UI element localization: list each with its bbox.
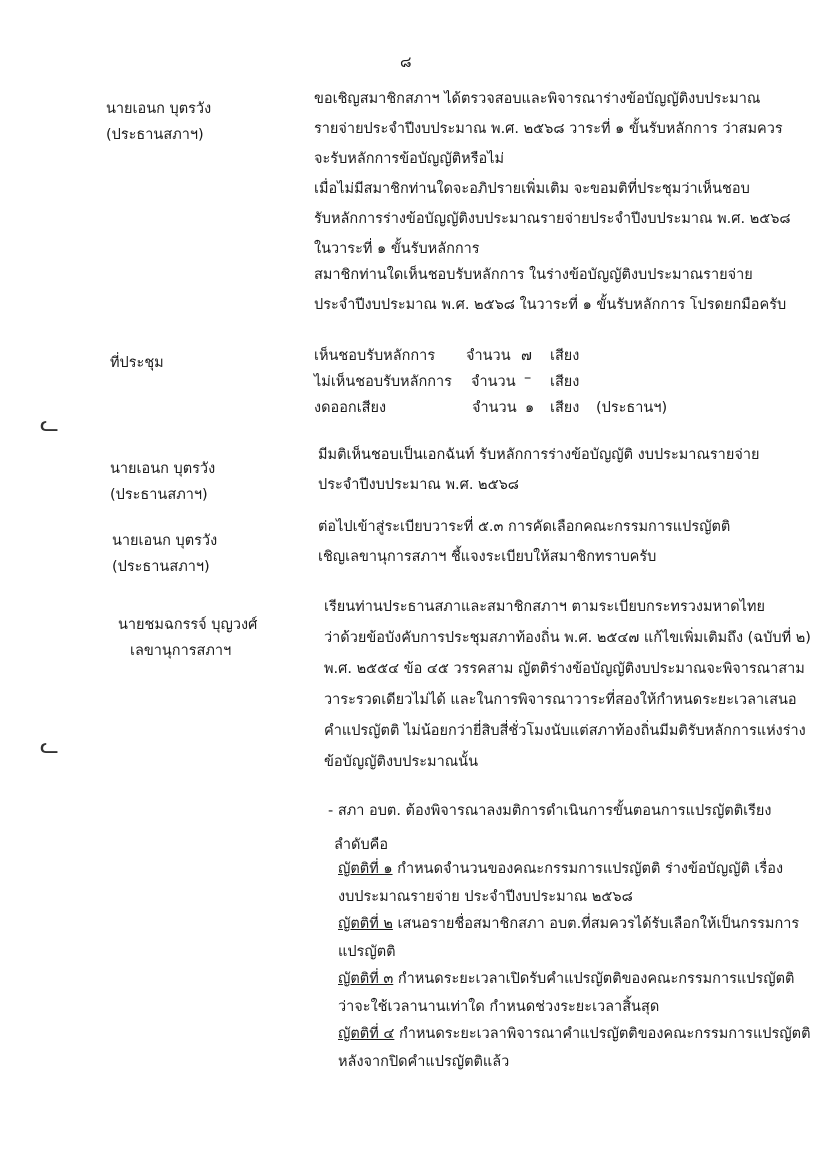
procedure-intro: - สภา อบต. ต้องพิจารณาลงมติการดำเนินการขั้นตอนการแปรญัตติเรียง ลำดับคือ xyxy=(328,803,772,853)
margin-mark-icon: ᓚ xyxy=(40,734,59,759)
motion-title: ญัตติที่ ๒ xyxy=(338,916,393,932)
vote-table: เห็นชอบรับหลักการ จำนวน ๗ เสียง ไม่เห็นชอบรับหลักการ จำนวน – เสียง งดออกเสียง จำนวน ๑ เสียง (ประธานฯ) xyxy=(314,348,668,416)
speaker-role: (ประธานสภาฯ) xyxy=(106,127,204,143)
motion-list: ญัตติที่ ๑ กำหนดจำนวนของคณะกรรมการแปรญัตติ ร่างข้อบัญญัติ เรื่อง งบประมาณรายจ่าย ประจำปีงบประมาณ ๒๕๖๘ ญัตติที่ ๒ เสนอรายชื่อสมาชิกสภา อบต.ที่สมควรได้รับเลือกให้เป็นกรรมการ แปรญัตติ ญัตติที่ ๓ กำหนดระยะเวลาเปิดรับคำแปรญัตติของคณะกรรมการแปรญัตติ ว่าจะใช้เวลานานเท่าใด กำหนดช่วงระยะเวลาสิ้นสุด ญัตติที่ ๔ กำหนดระยะเวลาพิจารณาคำแปรญัตติของคณะกรรมการแปรญัตติ หลังจากปิดคำแปรญัตติแล้ว xyxy=(338,856,810,1076)
motion-title: ญัตติที่ ๑ xyxy=(338,861,393,877)
speaker-name: นายชมฉกรรจ์ บุญวงศ์ xyxy=(118,617,258,633)
motion-item: ญัตติที่ ๔ กำหนดระยะเวลาพิจารณาคำแปรญัตติของคณะกรรมการแปรญัตติ xyxy=(338,1026,811,1042)
speaker-name: นายเอนก บุตรวัง xyxy=(106,101,212,117)
speaker-block xyxy=(110,456,215,508)
speech-paragraph: เรียนท่านประธานสภาและสมาชิกสภาฯ ตามระเบียบกระทรวงมหาดไทย ว่าด้วยข้อบังคับการประชุมสภาท้องถิ่น พ.ศ. ๒๕๔๗ แก้ไขเพิ่มเติมถึง (ฉบับที่ ๒) พ.ศ. ๒๕๕๔ ข้อ ๔๕ วรรคสาม ญัตติร่างข้อบัญญัติงบประมาณจะพิจารณาสาม วาระรวดเดียวไม่ได้ และในการพิจารณาวาระที่สองให้กำหนดระยะเวลาเสนอ คำแปรญัตติ ไม่น้อยกว่ายี่สิบสี่ชั่วโมงนับแต่สภาท้องถิ่นมีมติรับหลักการแห่งร่าง ข้อบัญญัติงบประมาณนั้น xyxy=(324,599,811,770)
motion-item: ญัตติที่ ๑ กำหนดจำนวนของคณะกรรมการแปรญัตติ ร่างข้อบัญญัติ เรื่อง xyxy=(338,861,784,877)
speech-paragraph: ขอเชิญสมาชิกสภาฯ ได้ตรวจสอบและพิจารณาร่างข้อบัญญัติงบประมาณ รายจ่ายประจำปีงบประมาณ พ.ศ. ๒๕๖๘ วาระที่ ๑ ขั้นรับหลักการ ว่าสมควร จะรับหลักการข้อบัญญัติหรือไม่ เมื่อไม่มีสมาชิกท่านใดจะอภิปรายเพิ่มเติม จะขอมติที่ประชุมว่าเห็นชอบ รับหลักการร่างข้อบัญญัติงบประมาณรายจ่ายประจำปีงบประมาณ พ.ศ. ๒๕๖๘ ในวาระที่ ๑ ขั้นรับหลักการ xyxy=(314,91,791,257)
speaker-role: (ประธานสภาฯ) xyxy=(110,487,208,503)
speech-paragraph: ต่อไปเข้าสู่ระเบียบวาระที่ ๕.๓ การคัดเลือกคณะกรรมการแปรญัตติ เชิญเลขานุการสภาฯ ชี้แจงระเบียบให้สมาชิกทราบครับ xyxy=(318,519,731,565)
speaker-block xyxy=(118,612,257,664)
speech-paragraph: สมาชิกท่านใดเห็นชอบรับหลักการ ในร่างข้อบัญญัติงบประมาณรายจ่าย ประจำปีงบประมาณ พ.ศ. ๒๕๖๘ ในวาระที่ ๑ ขั้นรับหลักการ โปรดยกมือครับ xyxy=(314,267,787,313)
motion-title: ญัตติที่ ๔ xyxy=(338,1026,395,1042)
speaker-name: ที่ประชุม xyxy=(110,355,164,371)
margin-mark-icon: ᓚ xyxy=(40,412,59,437)
motion-title: ญัตติที่ ๓ xyxy=(338,971,394,987)
speaker-name: นายเอนก บุตรวัง xyxy=(110,461,216,477)
speaker-block xyxy=(106,96,211,148)
speaker-role: (ประธานสภาฯ) xyxy=(112,559,210,575)
speech-paragraph: มีมติเห็นชอบเป็นเอกฉันท์ รับหลักการร่างข้อบัญญัติ งบประมาณรายจ่าย ประจำปีงบประมาณ พ.ศ. ๒๕๖๘ xyxy=(318,447,760,493)
motion-item: ญัตติที่ ๓ กำหนดระยะเวลาเปิดรับคำแปรญัตติของคณะกรรมการแปรญัตติ xyxy=(338,971,795,987)
motion-item: ญัตติที่ ๒ เสนอรายชื่อสมาชิกสภา อบต.ที่สมควรได้รับเลือกให้เป็นกรรมการ xyxy=(338,916,800,932)
page-number: ๘ xyxy=(400,53,412,71)
speaker-name: นายเอนก บุตรวัง xyxy=(112,533,218,549)
speaker-block xyxy=(112,528,217,580)
speaker-role: เลขานุการสภาฯ xyxy=(130,643,232,659)
